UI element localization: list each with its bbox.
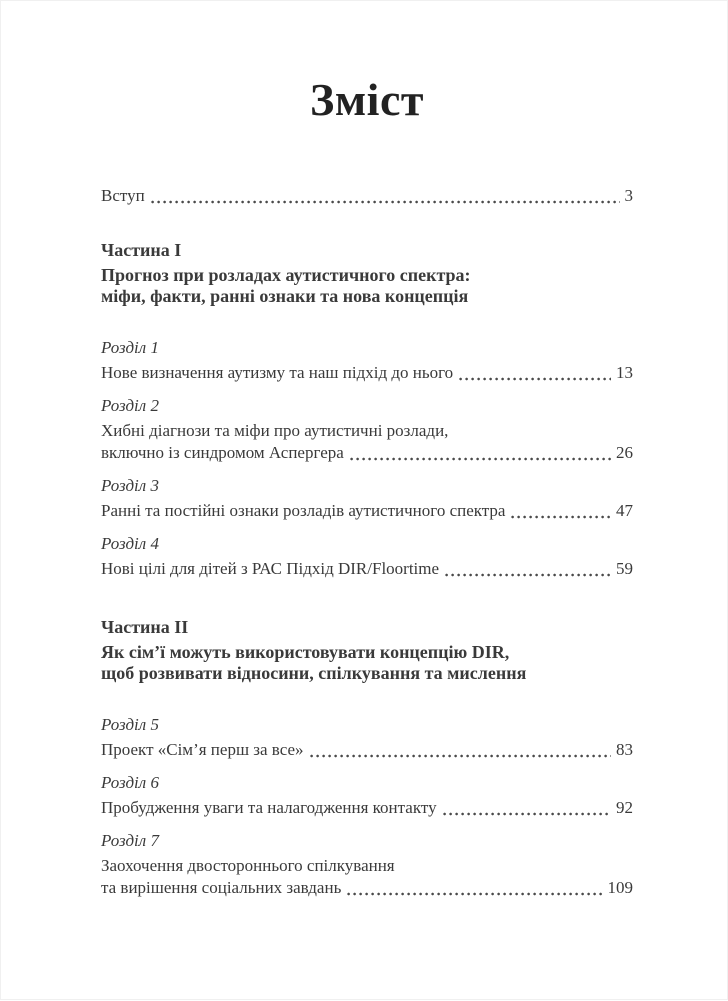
toc-entry — [101, 739, 633, 761]
dot-leader — [151, 200, 620, 204]
toc-entry-title: та вирішення соціальних завдань — [101, 877, 342, 897]
toc-entry-page: 59 — [616, 558, 633, 578]
page-title: Зміст — [310, 74, 424, 125]
part-subtitle-line: міфи, факти, ранні ознаки та нова концепція — [101, 285, 469, 306]
toc-entry-title: Ранні та постійні ознаки розладів аутистичного спектра — [101, 500, 506, 520]
toc-entry-title: Нове визначення аутизму та наш підхід до нього — [101, 362, 454, 382]
chapter-label: Розділ 1 — [101, 337, 159, 357]
toc-entry-title: Нові цілі для дітей з РАС Підхід DIR/Floortime — [101, 558, 440, 578]
toc-entry-title: включно із синдромом Аспергера — [101, 442, 344, 462]
part-subtitle-line: Прогноз при розладах аутистичного спектра: — [101, 264, 471, 285]
dot-leader — [445, 573, 611, 577]
chapter-label: Розділ 3 — [101, 475, 159, 495]
toc-entry-title: Хибні діагнози та міфи про аутистичні розлади, — [101, 420, 449, 440]
dot-leader — [459, 377, 611, 381]
chapter-label: Розділ 4 — [101, 533, 159, 553]
toc-entry-page: 83 — [616, 739, 633, 759]
part-subtitle — [101, 642, 633, 684]
chapter-label: Розділ 5 — [101, 714, 159, 734]
toc-entry-title: Проект «Сім’я перш за все» — [101, 739, 304, 759]
part-2 — [101, 614, 633, 899]
toc-entry-page: 109 — [607, 877, 633, 897]
toc-entry-page: 26 — [616, 442, 633, 462]
part-1 — [101, 237, 633, 580]
dot-leader — [443, 812, 611, 816]
toc-entry — [101, 500, 633, 522]
part-heading: Частина I — [101, 239, 182, 260]
chapter-label: Розділ 2 — [101, 395, 159, 415]
table-of-contents — [101, 185, 633, 899]
toc-entry — [101, 797, 633, 819]
dot-leader — [511, 515, 611, 519]
toc-entry — [101, 558, 633, 580]
toc-entry-page: 3 — [624, 185, 633, 205]
chapter-label: Розділ 6 — [101, 772, 159, 792]
toc-entry — [101, 362, 633, 384]
toc-entry-page: 92 — [616, 797, 633, 817]
part-heading: Частина II — [101, 616, 189, 637]
part-subtitle-line: Як сім’ї можуть використовувати концепцію DIR, — [101, 641, 510, 662]
toc-entry-label: Вступ — [101, 185, 145, 205]
toc-entry-page: 47 — [616, 500, 633, 520]
dot-leader — [347, 892, 602, 896]
toc-entry — [101, 420, 633, 464]
dot-leader — [350, 457, 611, 461]
toc-entry — [101, 855, 633, 899]
toc-entry-page: 13 — [616, 362, 633, 382]
toc-entry-title: Пробудження уваги та налагодження контакту — [101, 797, 437, 817]
toc-entry-intro — [101, 185, 633, 207]
contents-page — [1, 1, 728, 1001]
dot-leader — [310, 754, 611, 758]
part-subtitle — [101, 265, 633, 307]
part-subtitle-line: щоб розвивати відносини, спілкування та мислення — [101, 662, 527, 683]
chapter-label: Розділ 7 — [101, 830, 159, 850]
toc-entry-title: Заохочення двостороннього спілкування — [101, 855, 395, 875]
